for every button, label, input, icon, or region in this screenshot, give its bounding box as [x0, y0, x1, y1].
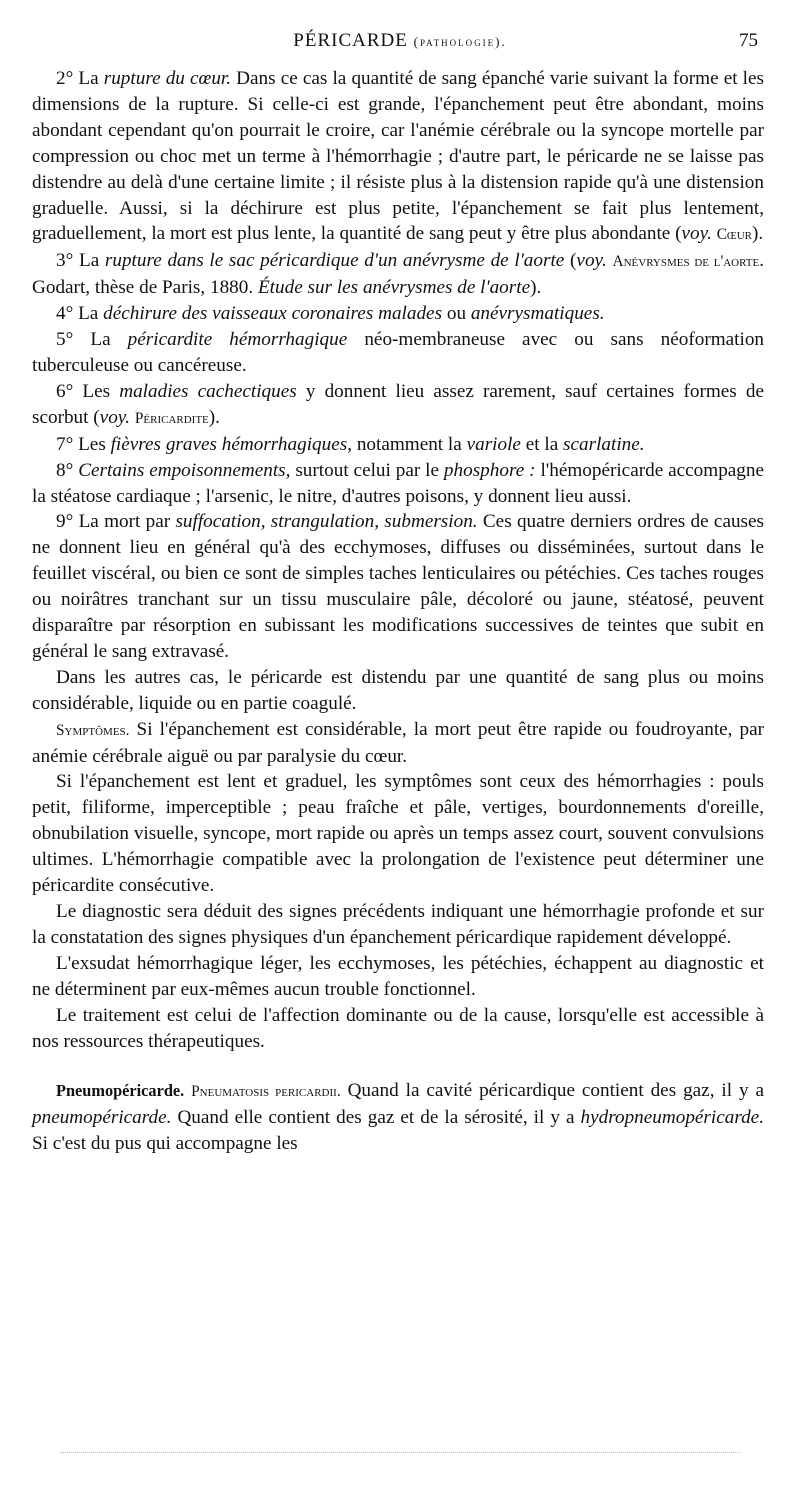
paragraph-treatment: Le traitement est celui de l'affection dominante ou de la cause, lorsqu'elle est accessible à nos ressources thérapeutiques.: [32, 1004, 764, 1052]
paragraph-cause-8: 8° Certains empoisonnements, surtout celui par le phosphore : l'hémopéricarde accompagne la stéatose cardiaque ; l'arsenic, le nitre, d'autres poisons, y donnent lieu aussi.: [32, 459, 765, 507]
paragraph-slow-effusion: Si l'épanchement est lent et graduel, les symptômes sont ceux des hémorrhagies : pouls petit, filiforme, imperceptible ; peau fraîche et pâle, vertiges, bourdonnements d'oreille, obnubilation visuelle, syncope, mort rapide ou après un temps assez court, souvent convulsions ultimes. L'hémorrhagie compatible avec la prolongation de l'existence peut déterminer une péricardite consécutive.: [32, 771, 764, 897]
paragraph-symptoms: Symptômes. Si l'épanchement est considérable, la mort peut être rapide ou foudroyante, par anémie cérébrale aiguë ou par paralysie du cœur.: [32, 718, 764, 767]
paragraph-other-cases: Dans les autres cas, le péricarde est distendu par une quantité de sang plus ou moins considérable, liquide ou en partie coagulé.: [32, 666, 764, 714]
page-number: 75: [739, 30, 758, 51]
page-body: [32, 66, 764, 1157]
paragraph-cause-3: 3° La rupture dans le sac péricardique d'un anévrysme de l'aorte (voy. Anévrysmes de l'aorte. Godart, thèse de Paris, 1880. Étude sur les anévrysmes de l'aorte).: [32, 250, 765, 299]
running-title-main: PÉRICARDE: [293, 30, 408, 51]
paragraph-cause-9: 9° La mort par suffocation, strangulation, submersion. Ces quatre derniers ordres de causes ne donnent lieu en général qu'à des ecchymoses, diffuses ou disséminées, surtout dans le feuillet viscéral, ou bien ce sont de simples taches lenticulaires ou pétéchies. Ces taches rouges ou noirâtres tranchant sur un tissu musculaire pâle, décoloré ou jaune, stéatosé, peuvent disparaître par résorption en subissant les modifications successives de teintes que subit en général le sang extravasé.: [32, 511, 765, 662]
paragraph-cause-5: 5° La péricardite hémorrhagique néo-membraneuse avec ou sans néoformation tuberculeuse ou cancéreuse.: [32, 329, 765, 376]
paragraph-cause-6: 6° Les maladies cachectiques y donnent lieu assez rarement, sauf certaines formes de scorbut (voy. Péricardite).: [32, 380, 764, 428]
paragraph-pneumopericarde: Pneumopéricarde. Pneumatosis pericardii. Quand la cavité péricardique contient des gaz, il y a pneumopéricarde. Quand elle contient des gaz et de la sérosité, il y a hydropneumopéricarde. Si c'est du pus qui accompagne les: [32, 1080, 764, 1155]
running-title: [0, 30, 800, 52]
paragraph-light-exudate: L'exsudat hémorrhagique léger, les ecchymoses, les pétéchies, échappent au diagnostic et ne déterminent par eux-mêmes aucun trouble fonctionnel.: [32, 952, 764, 1000]
paragraph-diagnosis: Le diagnostic sera déduit des signes précédents indiquant une hémorrhagie profonde et sur la constatation des signes physiques d'un épanchement péricardique rapidement développé.: [32, 901, 764, 948]
scan-artifact-line: [60, 1452, 740, 1455]
paragraph-cause-2: 2° La rupture du cœur. Dans ce cas la quantité de sang épanché varie suivant la forme et les dimensions de la rupture. Si celle-ci est grande, l'épanchement peut être abondant, moins abondant cependant qu'on pourrait le croire, car l'anémie cérébrale ou la syncope mortelle par compression ou choc met un terme à l'hémorrhagie ; d'autre part, le péricarde ne se laisse pas distendre au delà d'une certaine limite ; il résiste plus à la distension rapide qu'à une distension graduelle. Aussi, si la déchirure est plus petite, l'épanchement se fait plus lentement, graduellement, la mort est plus lente, la quantité de sang peut y être plus abondante (voy. Cœur).: [32, 68, 764, 245]
paragraph-cause-4: 4° La déchirure des vaisseaux coronaires malades ou anévrysmatiques.: [56, 303, 605, 325]
running-header: [0, 30, 800, 60]
section-heading: Pneumopéricarde.: [56, 1081, 185, 1101]
running-title-sub: (pathologie).: [413, 34, 507, 49]
paragraph-cause-7: 7° Les fièvres graves hémorrhagiques, notamment la variole et la scarlatine.: [56, 433, 645, 455]
